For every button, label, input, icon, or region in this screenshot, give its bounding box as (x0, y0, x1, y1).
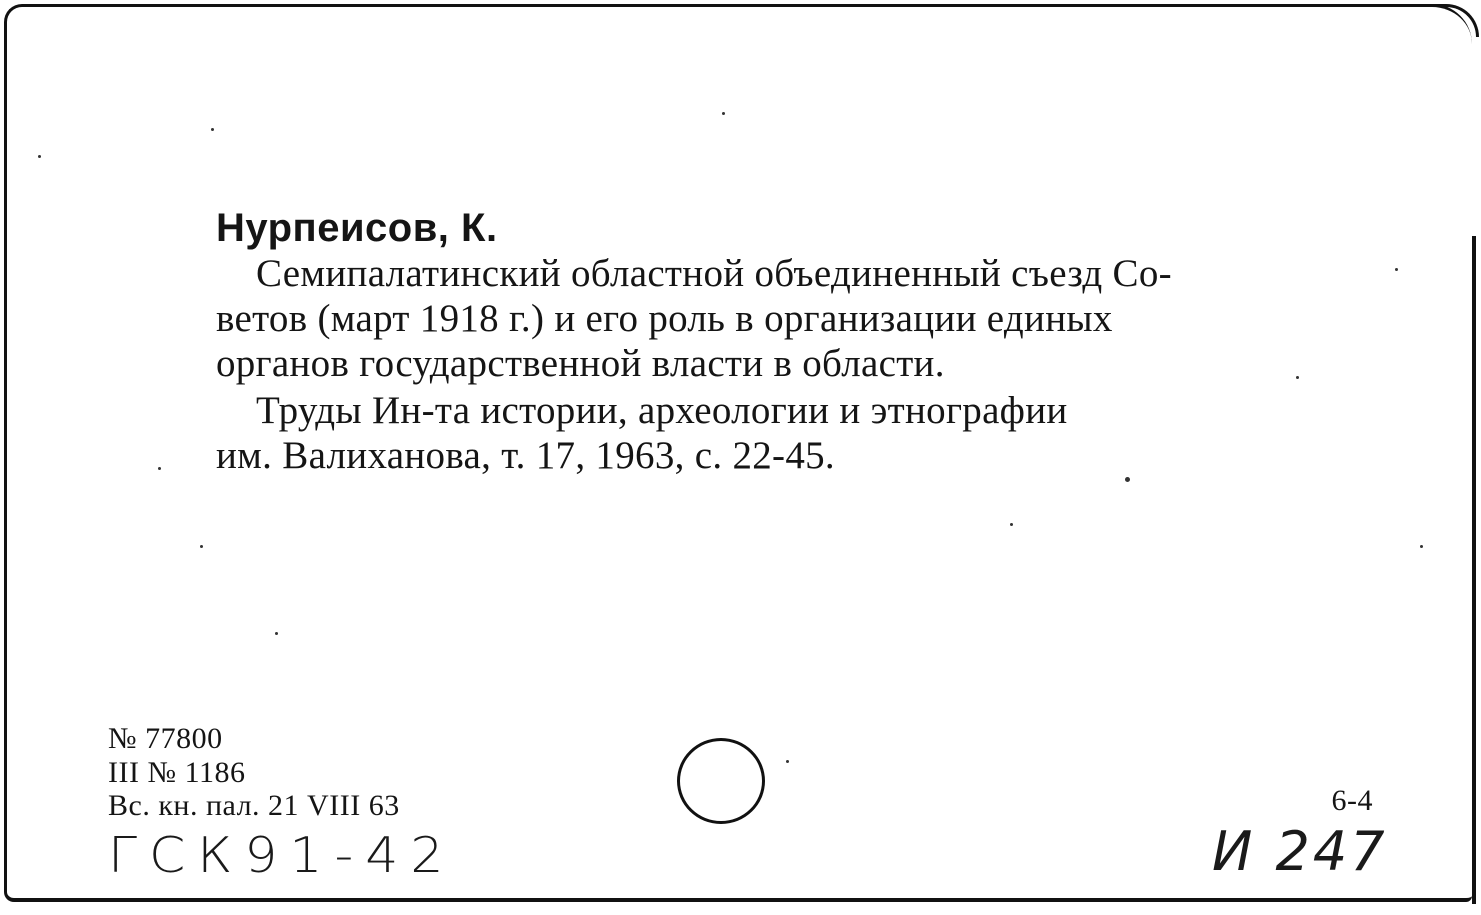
registry-chamber: Вс. кн. пал. 21 VIII 63 (108, 789, 400, 822)
description-line-5: им. Валиханова, т. 17, 1963, с. 22-45. (216, 434, 835, 477)
registry-issue: III № 1186 (108, 756, 246, 789)
scan-speck (1420, 545, 1423, 548)
classification-code: 6-4 (1331, 784, 1373, 817)
description-line-1: Семипалатинский областной объединенный съезд Со- (256, 252, 1172, 295)
card-corner (1420, 4, 1479, 37)
handwritten-shelf-mark: ГСК91-42 (108, 827, 456, 885)
punch-hole (677, 738, 765, 824)
scan-speck (1395, 268, 1398, 271)
scan-speck (158, 467, 161, 470)
scan-speck (1296, 376, 1299, 379)
description-line-3: органов государственной власти в области. (216, 342, 945, 385)
scan-speck (38, 155, 41, 158)
registry-number: № 77800 (108, 722, 223, 755)
description-line-2: ветов (март 1918 г.) и его роль в организации единых (216, 297, 1113, 340)
scan-speck (275, 632, 278, 635)
scan-speck (1010, 523, 1013, 526)
scan-speck (200, 545, 203, 548)
author-name: Нурпеисов, К. (216, 206, 498, 250)
handwritten-index: И 247 (1212, 820, 1388, 883)
card-right-edge (1472, 236, 1476, 904)
scan-speck (722, 112, 725, 115)
scan-speck (1125, 477, 1130, 482)
description-line-4: Труды Ин-та истории, археологии и этнографии (256, 389, 1068, 432)
scan-speck (786, 760, 789, 763)
scan-speck (211, 128, 214, 131)
